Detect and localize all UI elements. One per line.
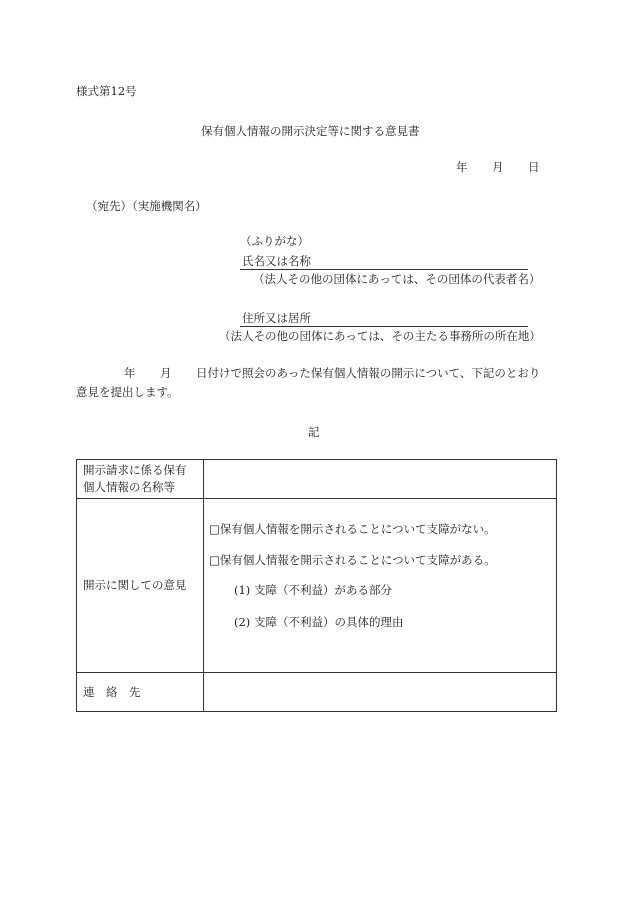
sub-item-issue-part: (1) 支障（不利益）がある部分 <box>234 583 392 597</box>
info-name-field[interactable] <box>204 460 557 499</box>
date-year: 年 <box>456 160 468 174</box>
document-title: 保有個人情報の開示決定等に関する意見書 <box>201 124 420 138</box>
address-underline <box>240 326 528 327</box>
address-note: （法人その他の団体にあっては、その主たる事務所の所在地） <box>219 329 541 343</box>
checkbox-no-issue[interactable]: □保有個人情報を開示されることについて支障がない。 <box>209 522 496 536</box>
info-name-label-line1: 開示請求に係る保有 <box>83 463 187 477</box>
body-line1-rest: 日付けで照会のあった保有個人情報の開示について、下記のとおり <box>196 366 541 380</box>
opinion-field <box>204 499 557 673</box>
name-underline <box>240 269 528 270</box>
sub-item-issue-reason: (2) 支障（不利益）の具体的理由 <box>234 615 404 629</box>
date-month: 月 <box>492 160 504 174</box>
form-number: 様式第12号 <box>76 84 137 98</box>
info-name-label <box>77 460 204 499</box>
name-label: 氏名又は名称 <box>242 254 311 268</box>
contact-field[interactable] <box>204 673 557 712</box>
ki-heading: 記 <box>308 425 320 439</box>
addressee: （宛先）（実施機関名） <box>86 199 207 213</box>
date-day: 日 <box>528 160 540 174</box>
name-note: （法人その他の団体にあっては、その団体の代表者名） <box>253 272 541 286</box>
body-month: 月 <box>160 366 172 380</box>
table-row-info-name <box>77 460 557 499</box>
table-row-opinion <box>77 499 557 673</box>
furigana-label: （ふりがな） <box>240 234 309 248</box>
address-label: 住所又は居所 <box>242 311 311 325</box>
body-line2: 意見を提出します。 <box>76 385 179 399</box>
body-year: 年 <box>124 366 136 380</box>
contact-label: 連 絡 先 <box>77 673 204 712</box>
checkbox-issue[interactable]: □保有個人情報を開示されることについて支障がある。 <box>209 553 496 567</box>
info-name-label-line2: 個人情報の名称等 <box>83 480 175 494</box>
opinion-label: 開示に関しての意見 <box>77 499 204 673</box>
table-row-contact <box>77 673 557 712</box>
opinion-table <box>76 459 557 712</box>
